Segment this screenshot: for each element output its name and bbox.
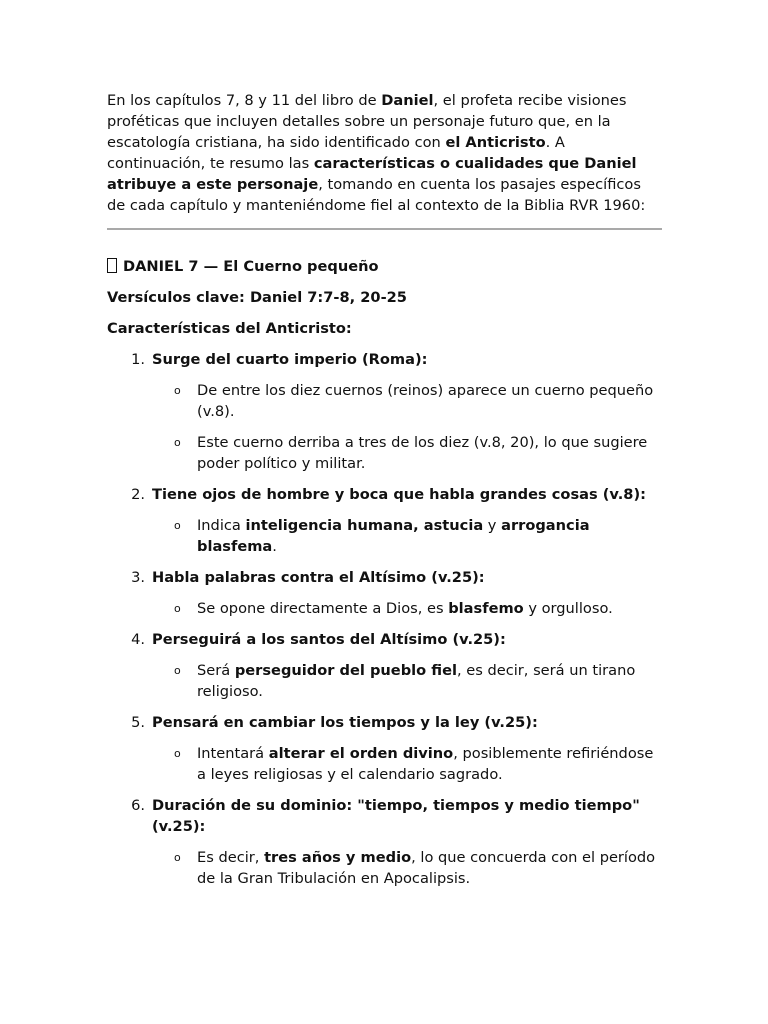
list-item-number: 6. [131,797,145,814]
characteristics-list [107,349,663,889]
circle-bullet-icon: o [174,747,181,760]
sub-list-item [152,380,663,422]
circle-bullet-icon: o [174,851,181,864]
list-item [107,712,663,785]
list-item-heading: Perseguirá a los santos del Altísimo (v.25): [152,631,506,648]
sub-list [152,743,663,785]
sub-item-text: Intentará [197,745,269,762]
sub-item-text: . [272,538,277,555]
sub-list [152,515,663,557]
list-item [107,795,663,889]
list-item-heading: Surge del cuarto imperio (Roma): [152,351,428,368]
sub-list-item [152,598,663,619]
sub-item-bold: blasfemo [448,600,524,617]
section-title-text: DANIEL 7 — El Cuerno pequeño [123,258,379,275]
intro-text: En los capítulos 7, 8 y 11 del libro de [107,92,382,109]
sub-list [152,380,663,474]
list-item [107,567,663,619]
sub-list-item [152,743,663,785]
circle-bullet-icon: o [174,519,181,532]
list-item [107,629,663,702]
sub-list-item [152,847,663,889]
sub-list [152,847,663,889]
list-item-number: 5. [131,714,145,731]
sub-item-bold: inteligencia humana, astucia [245,517,484,534]
sub-list-item [152,515,663,557]
sub-list-item [152,432,663,474]
sub-item-bold: tres años y medio [264,849,412,866]
sub-item-bold: arrogancia blasfema [197,517,590,555]
intro-paragraph [107,90,663,216]
document-content [107,90,663,899]
list-item-number: 3. [131,569,145,586]
intro-bold: características o cualidades que Daniel atribuye a este personaje [107,155,637,193]
list-item-heading: Pensará en cambiar los tiempos y la ley (v.25): [152,714,538,731]
sub-item-text: y orgulloso. [523,600,613,617]
sub-item-text: Se opone directamente a Dios, es [197,600,449,617]
list-item-heading: Duración de su dominio: "tiempo, tiempos y medio tiempo" (v.25): [152,797,640,835]
circle-bullet-icon: o [174,384,181,397]
circle-bullet-icon: o [174,664,181,677]
list-item-heading: Habla palabras contra el Altísimo (v.25): [152,569,485,586]
sub-list [152,660,663,702]
list-item-number: 1. [131,351,145,368]
sub-item-bold: perseguidor del pueblo fiel [234,662,457,679]
horizontal-divider [107,228,662,230]
sub-item-text: Será [197,662,235,679]
characteristics-heading: Características del Anticristo: [107,320,352,337]
intro-bold: Daniel [381,92,434,109]
list-item-number: 2. [131,486,145,503]
intro-text: , tomando en cuenta los pasajes específicos de cada capítulo y manteniéndome fiel al contexto de la Biblia RVR 1960: [107,176,646,214]
section-title [107,256,663,277]
list-item-heading: Tiene ojos de hombre y boca que habla grandes cosas (v.8): [152,486,646,503]
list-item-number: 4. [131,631,145,648]
sub-list-item [152,660,663,702]
sub-item-text: y [483,517,502,534]
intro-bold: el Anticristo [445,134,546,151]
sub-item-text: , es decir, será un tirano religioso. [197,662,636,700]
key-verses: Versículos clave: Daniel 7:7-8, 20-25 [107,289,407,306]
list-item [107,484,663,557]
sub-item-text: Indica [197,517,246,534]
sub-item-text: Es decir, [197,849,265,866]
intro-text: , el profeta recibe visiones proféticas que incluyen detalles sobre un personaje futuro que, en la escatología cristiana, ha sido identificado con [107,92,627,151]
circle-bullet-icon: o [174,436,181,449]
sub-item-text: Este cuerno derriba a tres de los diez (v.8, 20), lo que sugiere poder político y militar. [197,434,648,472]
book-icon [107,258,117,273]
circle-bullet-icon: o [174,602,181,615]
list-item [107,349,663,474]
sub-item-bold: alterar el orden divino [268,745,454,762]
sub-item-text: De entre los diez cuernos (reinos) aparece un cuerno pequeño (v.8). [197,382,654,420]
sub-item-text: , posiblemente refiriéndose a leyes religiosas y el calendario sagrado. [197,745,654,783]
sub-item-text: , lo que concuerda con el período de la Gran Tribulación en Apocalipsis. [197,849,656,887]
intro-text: . A continuación, te resumo las [107,134,565,172]
sub-list [152,598,663,619]
